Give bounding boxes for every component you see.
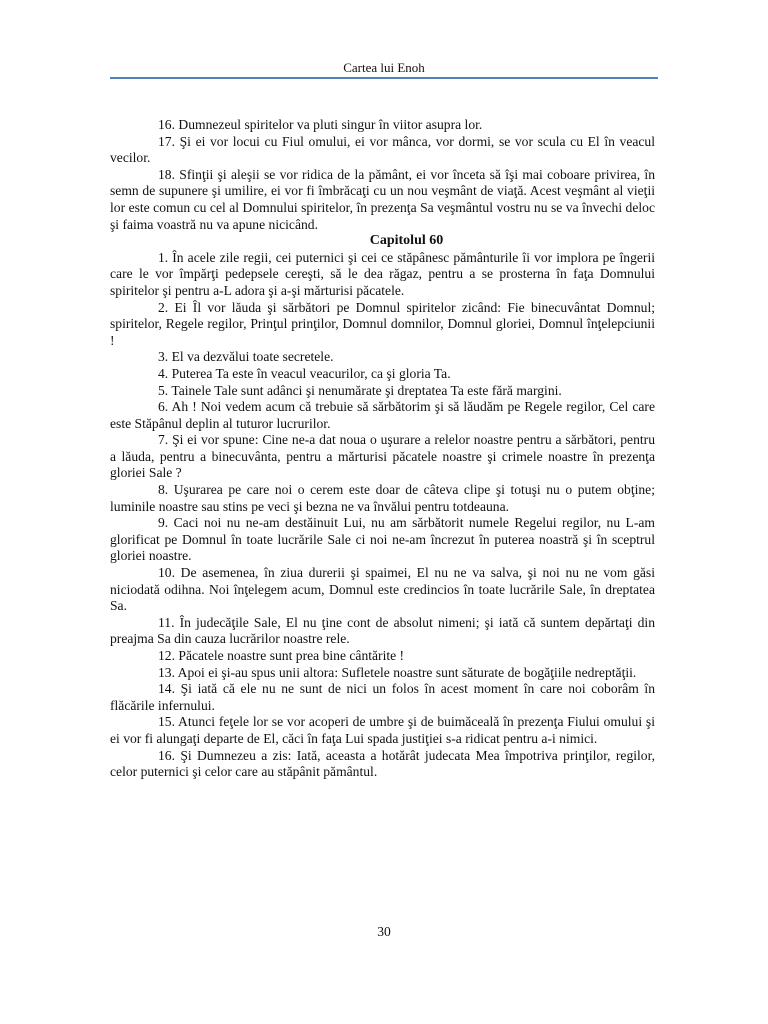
paragraph: 17. Şi ei vor locui cu Fiul omului, ei vor mânca, vor dormi, se vor scula cu El în veacul vecilor.	[110, 133, 655, 166]
paragraph: 18. Sfinţii şi aleşii se vor ridica de la pământ, ei vor înceta să îşi mai coboare privirea, în semn de supunere şi umilire, ei vor fi îmbrăcaţi cu un nou veşmânt de viaţă. Acest veşmânt al vieţii lor este comun cu cel al Domnului spiritelor, în prezenţa Sa veşmântul vostru nu se va învechi deloc şi faima voastră nu va apune nicicând.	[110, 166, 655, 232]
page-body	[110, 117, 655, 781]
paragraph: 15. Atunci feţele lor se vor acoperi de umbre şi de buimăceală în prezenţa Fiului omului şi ei vor fi alungaţi departe de El, căci în faţa Lui spada justiţiei s-a ridicat pentru a-i nimici.	[110, 714, 655, 746]
paragraph: 6. Ah ! Noi vedem acum că trebuie să sărbătorim şi să lăudăm pe Regele regilor, Cel care este Stăpânul deplin al tuturor lucrurilor.	[110, 399, 655, 431]
header-rule	[110, 77, 658, 79]
paragraph: 11. În judecăţile Sale, El nu ţine cont de absolut nimeni; şi iată că suntem depărtaţi din preajma Sa din cauza lucrărilor noastre rele.	[110, 614, 655, 647]
paragraph: 10. De asemenea, în ziua durerii şi spaimei, El nu ne va salva, şi noi nu ne vom găsi niciodată odihna. Noi înţelegem acum, Domnul este credincios în toate lucrările Sale, în dreptatea Sa.	[110, 565, 655, 614]
paragraph: 2. Ei Îl vor lăuda şi sărbători pe Domnul spiritelor zicând: Fie binecuvântat Domnul; spiritelor, Regele regilor, Prinţul prinţilor, Domnul domnilor, Domnul gloriei, Domnul înţelepciunii !	[110, 299, 655, 348]
chapter-title: Capitolul 60	[369, 233, 444, 249]
paragraph: 12. Păcatele noastre sunt prea bine cântărite !	[158, 648, 405, 663]
paragraph: 7. Şi ei vor spune: Cine ne-a dat noua o uşurare a relelor noastre pentru a sărbători, pentru a lăuda, pentru a binecuvânta, pentru a mărturisi păcatele noastre şi crimele noastre în prezenţa gloriei Sale ?	[110, 432, 655, 481]
paragraph: 16. Dumnezeul spiritelor va pluti singur în viitor asupra lor.	[158, 117, 483, 132]
paragraph: 9. Caci noi nu ne-am destăinuit Lui, nu am sărbătorit numele Regelui regilor, nu L-am glorificat pe Domnul în toate lucrările Sale ci noi ne-am încrezut în puterea noastră şi în sceptrul gloriei noastre.	[110, 515, 655, 564]
paragraph: 3. El va dezvălui toate secretele.	[158, 349, 334, 365]
paragraph: 13. Apoi ei şi-au spus unii altora: Sufletele noastre sunt săturate de bogăţiile nedreptăţii.	[158, 664, 637, 680]
paragraph: 1. În acele zile regii, cei puternici şi cei ce stăpânesc pământurile îi vor implora pe îngerii care le vor împărţi pedepsele cereşti, să le dea răgaz, pentru a se prosterna în faţa Domnului spiritelor şi pentru a-L adora şi a-şi mărturisi păcatele.	[110, 249, 655, 298]
paragraph: 8. Uşurarea pe care noi o cerem este doar de câteva clipe şi totuşi nu o putem obţine; luminile noastre sau stins pe veci şi bezna ne va învălui pentru totdeauna.	[110, 482, 655, 514]
paragraph: 16. Şi Dumnezeu a zis: Iată, aceasta a hotărât judecata Mea împotriva prinţilor, regilor, celor puternici şi celor care au stăpânit pământul.	[110, 747, 655, 780]
paragraph: 5. Tainele Tale sunt adânci şi nenumărate şi dreptatea Ta este fără margini.	[158, 382, 562, 398]
page-number: 30	[377, 924, 391, 939]
paragraph: 14. Şi iată că ele nu ne sunt de nici un folos în acest moment în care noi coborâm în flăcările infernului.	[110, 681, 655, 713]
paragraph: 4. Puterea Ta este în veacul veacurilor, ca şi gloria Ta.	[158, 365, 451, 381]
running-header: Cartea lui Enoh	[343, 60, 425, 75]
